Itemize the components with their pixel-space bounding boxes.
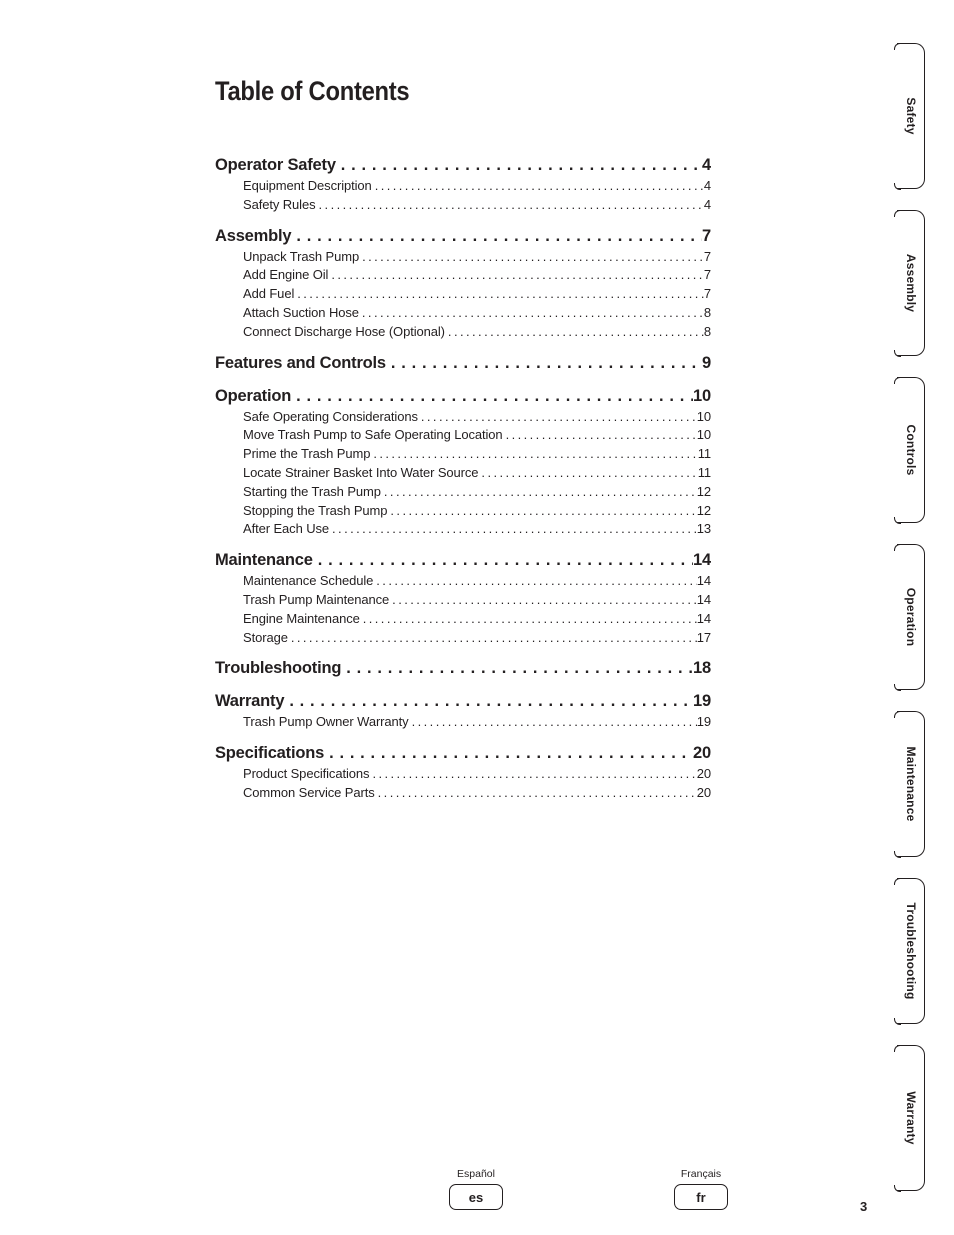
- side-tab-controls[interactable]: [897, 377, 925, 523]
- toc-subentry-title: Common Service Parts: [243, 784, 375, 800]
- toc-entry-title: Operator Safety: [215, 156, 336, 174]
- toc-subentry-title: Equipment Description: [243, 178, 372, 193]
- toc-subentry[interactable]: [215, 304, 711, 323]
- toc-entry[interactable]: [215, 689, 711, 713]
- toc-subentry-page: 20: [696, 784, 711, 800]
- side-tab-label: Controls: [903, 424, 918, 476]
- toc-subentry-page: 10: [696, 427, 711, 443]
- toc-entry-page: 19: [693, 692, 711, 711]
- toc-subentry-title: Connect Discharge Hose (Optional): [243, 323, 445, 339]
- toc-subentry[interactable]: [215, 483, 711, 502]
- toc-subentry-title: Engine Maintenance: [243, 610, 360, 626]
- side-tab-warranty[interactable]: [897, 1045, 925, 1191]
- language-code-button[interactable]: es: [449, 1184, 503, 1210]
- toc-subentry[interactable]: [215, 177, 711, 196]
- side-tab-operation[interactable]: [897, 544, 925, 690]
- side-tab-label: Assembly: [903, 253, 918, 313]
- table-of-contents: [215, 153, 711, 812]
- toc-subentry[interactable]: [215, 610, 711, 629]
- toc-entry[interactable]: [215, 656, 711, 680]
- toc-subentry-page: 12: [696, 483, 711, 499]
- side-tab-label: Troubleshooting: [903, 902, 918, 1000]
- toc-entry-page: 7: [702, 226, 711, 245]
- toc-subentry-page: 11: [697, 446, 711, 462]
- page-title: Table of Contents: [215, 76, 410, 106]
- toc-subentry-title: Move Trash Pump to Safe Operating Location: [243, 427, 503, 443]
- toc-section-troubleshooting: [215, 656, 711, 680]
- toc-subentry-title: Add Engine Oil: [243, 267, 329, 283]
- toc-subentry-page: 4: [703, 196, 711, 212]
- toc-entry-title: Operation: [215, 386, 292, 405]
- language-name: Español: [457, 1168, 495, 1180]
- side-tab-label: Warranty: [903, 1091, 918, 1145]
- toc-entry[interactable]: [215, 384, 711, 408]
- toc-subentry[interactable]: [215, 713, 711, 732]
- toc-entry[interactable]: [215, 351, 711, 375]
- toc-subentry[interactable]: [215, 464, 711, 483]
- toc-subentry-title: Locate Strainer Basket Into Water Source: [243, 464, 479, 480]
- toc-section-assembly: [215, 224, 711, 342]
- language-link-spanish[interactable]: [446, 1168, 506, 1210]
- toc-subentry-page: 8: [703, 304, 711, 320]
- toc-section-features-and-controls: [215, 351, 711, 375]
- side-tab-safety[interactable]: [897, 43, 925, 189]
- toc-subentry[interactable]: [215, 629, 711, 648]
- toc-subentry-page: 14: [696, 610, 711, 626]
- toc-entry-title: Warranty: [215, 692, 285, 711]
- toc-entry-page: 14: [693, 551, 711, 570]
- toc-subentry[interactable]: [215, 591, 711, 610]
- toc-subentry-title: After Each Use: [243, 521, 330, 537]
- toc-subentry-page: 13: [696, 521, 711, 537]
- toc-subentry-title: Maintenance Schedule: [243, 573, 374, 589]
- toc-entry-page: 20: [693, 744, 711, 763]
- toc-entry-title: Troubleshooting: [215, 659, 342, 678]
- toc-subentry[interactable]: [215, 196, 711, 215]
- toc-entry[interactable]: [215, 548, 711, 572]
- toc-subentry-page: 14: [696, 573, 711, 589]
- toc-entry-page: 10: [693, 386, 711, 405]
- toc-section-operator-safety: [215, 153, 711, 215]
- language-code-button[interactable]: fr: [674, 1184, 728, 1210]
- toc-entry-title: Features and Controls: [215, 353, 386, 372]
- toc-entry[interactable]: [215, 741, 711, 765]
- toc-entry[interactable]: [215, 153, 711, 177]
- language-link-french[interactable]: [671, 1168, 731, 1210]
- toc-entry[interactable]: [215, 224, 711, 248]
- toc-subentry-title: Unpack Trash Pump: [243, 248, 360, 264]
- toc-subentry-page: 20: [696, 766, 711, 782]
- toc-subentry-page: 7: [703, 248, 711, 264]
- toc-subentry[interactable]: [215, 285, 711, 304]
- toc-section-maintenance: [215, 548, 711, 647]
- toc-subentry[interactable]: [215, 784, 711, 803]
- toc-entry-page: 4: [702, 156, 711, 174]
- language-name: Français: [680, 1168, 722, 1180]
- toc-subentry-page: 11: [697, 464, 711, 480]
- toc-subentry[interactable]: [215, 408, 711, 427]
- toc-subentry[interactable]: [215, 520, 711, 539]
- toc-subentry[interactable]: [215, 323, 711, 342]
- toc-subentry[interactable]: [215, 502, 711, 521]
- toc-subentry-page: 10: [696, 408, 711, 424]
- toc-subentry-page: 4: [703, 178, 711, 193]
- side-tab-label: Safety: [903, 97, 918, 135]
- page-number: 3: [860, 1199, 868, 1214]
- toc-subentry-page: 14: [696, 591, 711, 607]
- toc-subentry-page: 19: [696, 714, 711, 730]
- toc-subentry-page: 7: [703, 267, 711, 283]
- toc-subentry[interactable]: [215, 445, 711, 464]
- toc-entry-title: Assembly: [215, 226, 292, 245]
- side-tab-assembly[interactable]: [897, 210, 925, 356]
- toc-subentry-title: Product Specifications: [243, 766, 370, 782]
- toc-subentry-page: 8: [703, 323, 711, 339]
- toc-subentry-title: Prime the Trash Pump: [243, 446, 371, 462]
- toc-entry-title: Specifications: [215, 744, 325, 763]
- toc-subentry-page: 7: [703, 286, 711, 302]
- toc-subentry-title: Add Fuel: [243, 286, 295, 302]
- toc-entry-page: 18: [693, 659, 711, 678]
- toc-subentry-title: Storage: [243, 629, 288, 645]
- toc-subentry[interactable]: [215, 426, 711, 445]
- side-tab-label: Maintenance: [903, 746, 918, 822]
- toc-subentry-title: Trash Pump Owner Warranty: [243, 714, 409, 730]
- toc-subentry-title: Attach Suction Hose: [243, 304, 359, 320]
- toc-subentry[interactable]: [215, 266, 711, 285]
- toc-subentry-title: Safety Rules: [243, 196, 316, 212]
- toc-subentry-page: 12: [696, 502, 711, 518]
- toc-section-specifications: [215, 741, 711, 803]
- toc-subentry[interactable]: [215, 248, 711, 267]
- toc-subentry-title: Safe Operating Considerations: [243, 408, 418, 424]
- toc-subentry-title: Stopping the Trash Pump: [243, 502, 388, 518]
- side-tab-maintenance[interactable]: [897, 711, 925, 857]
- side-tab-troubleshooting[interactable]: [897, 878, 925, 1024]
- toc-subentry-title: Starting the Trash Pump: [243, 483, 381, 499]
- toc-subentry-page: 17: [696, 629, 711, 645]
- toc-section-operation: [215, 384, 711, 540]
- toc-subentry[interactable]: [215, 765, 711, 784]
- toc-subentry[interactable]: [215, 572, 711, 591]
- toc-subentry-title: Trash Pump Maintenance: [243, 591, 390, 607]
- toc-entry-title: Maintenance: [215, 551, 313, 570]
- toc-entry-page: 9: [702, 353, 711, 372]
- side-tab-label: Operation: [903, 587, 918, 647]
- toc-section-warranty: [215, 689, 711, 732]
